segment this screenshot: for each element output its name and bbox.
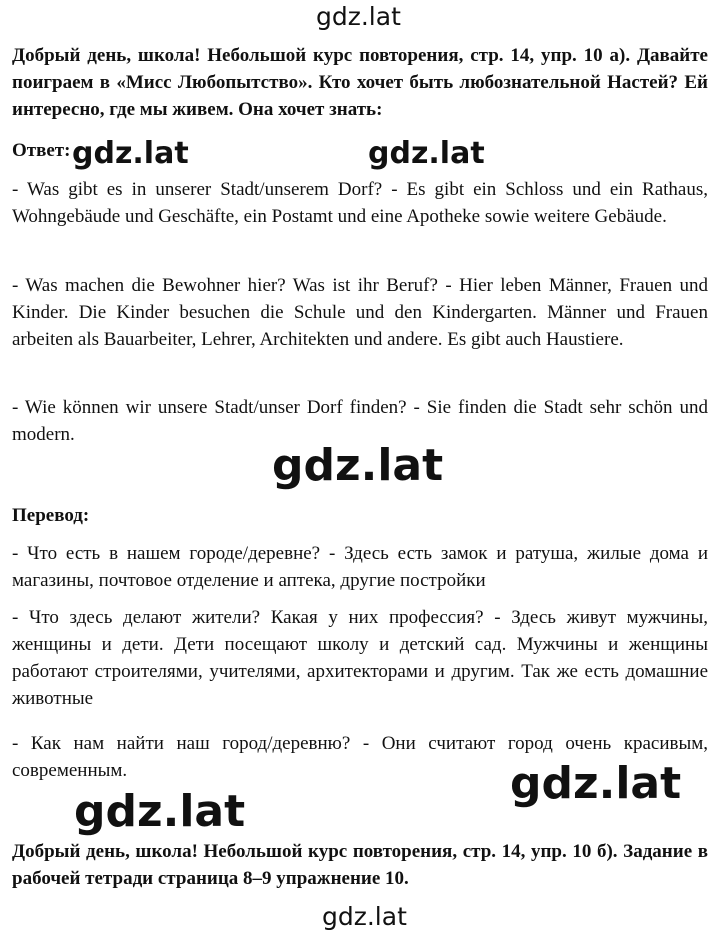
translation-paragraph-3: - Как нам найти наш город/деревню? - Они считают город очень красивым, современным. [12, 733, 708, 781]
watermark-answer-left: gdz.lat [72, 136, 189, 171]
answer-paragraph-3: - Wie können wir unsere Stadt/unser Dorf finden? - Sie finden die Stadt sehr schön und modern. [12, 397, 708, 445]
answer-paragraph-2: - Was machen die Bewohner hier? Was ist ihr Beruf? - Hier leben Männer, Frauen und Kinder. Die Kinder besuchen die Schule und den Kindergarten. Männer und Frauen arbeiten als Bauarbeiter, Lehrer, Architekten und andere. Es gibt auch Haustiere. [12, 275, 708, 350]
watermark-top: gdz.lat [316, 2, 401, 31]
translation-paragraph-2: - Что здесь делают жители? Какая у них профессия? - Здесь живут мужчины, женщины и дети. Дети посещают школу и детский сад. Мужчины и женщины работают строителями, учителями, архитекторами и другим. Так же есть домашние животные [12, 607, 708, 709]
watermark-bottom: gdz.lat [322, 902, 407, 931]
answer-label: Ответ: [12, 140, 71, 161]
translation-label: Перевод: [12, 505, 90, 526]
task-header: Добрый день, школа! Небольшой курс повторения, стр. 14, упр. 10 а). Давайте поиграем в «Мисс Любопытство». Кто хочет быть любознательной Настей? Ей интересно, где мы живем. Она хочет знать: [12, 45, 708, 120]
task-footer: Добрый день, школа! Небольшой курс повторения, стр. 14, упр. 10 б). Задание в рабочей тетради страница 8–9 упражнение 10. [12, 841, 708, 889]
watermark-lower-right: gdz.lat [510, 758, 682, 809]
translation-paragraph-1: - Что есть в нашем городе/деревне? - Здесь есть замок и ратуша, жилые дома и магазины, почтовое отделение и аптека, другие постройки [12, 543, 708, 591]
watermark-middle: gdz.lat [272, 440, 444, 491]
watermark-lower-left: gdz.lat [74, 786, 246, 837]
watermark-answer-right: gdz.lat [368, 136, 485, 171]
answer-paragraph-1: - Was gibt es in unserer Stadt/unserem Dorf? - Es gibt ein Schloss und ein Rathaus, Wohngebäude und Geschäfte, ein Postamt und eine Apotheke sowie weitere Gebäude. [12, 179, 708, 227]
